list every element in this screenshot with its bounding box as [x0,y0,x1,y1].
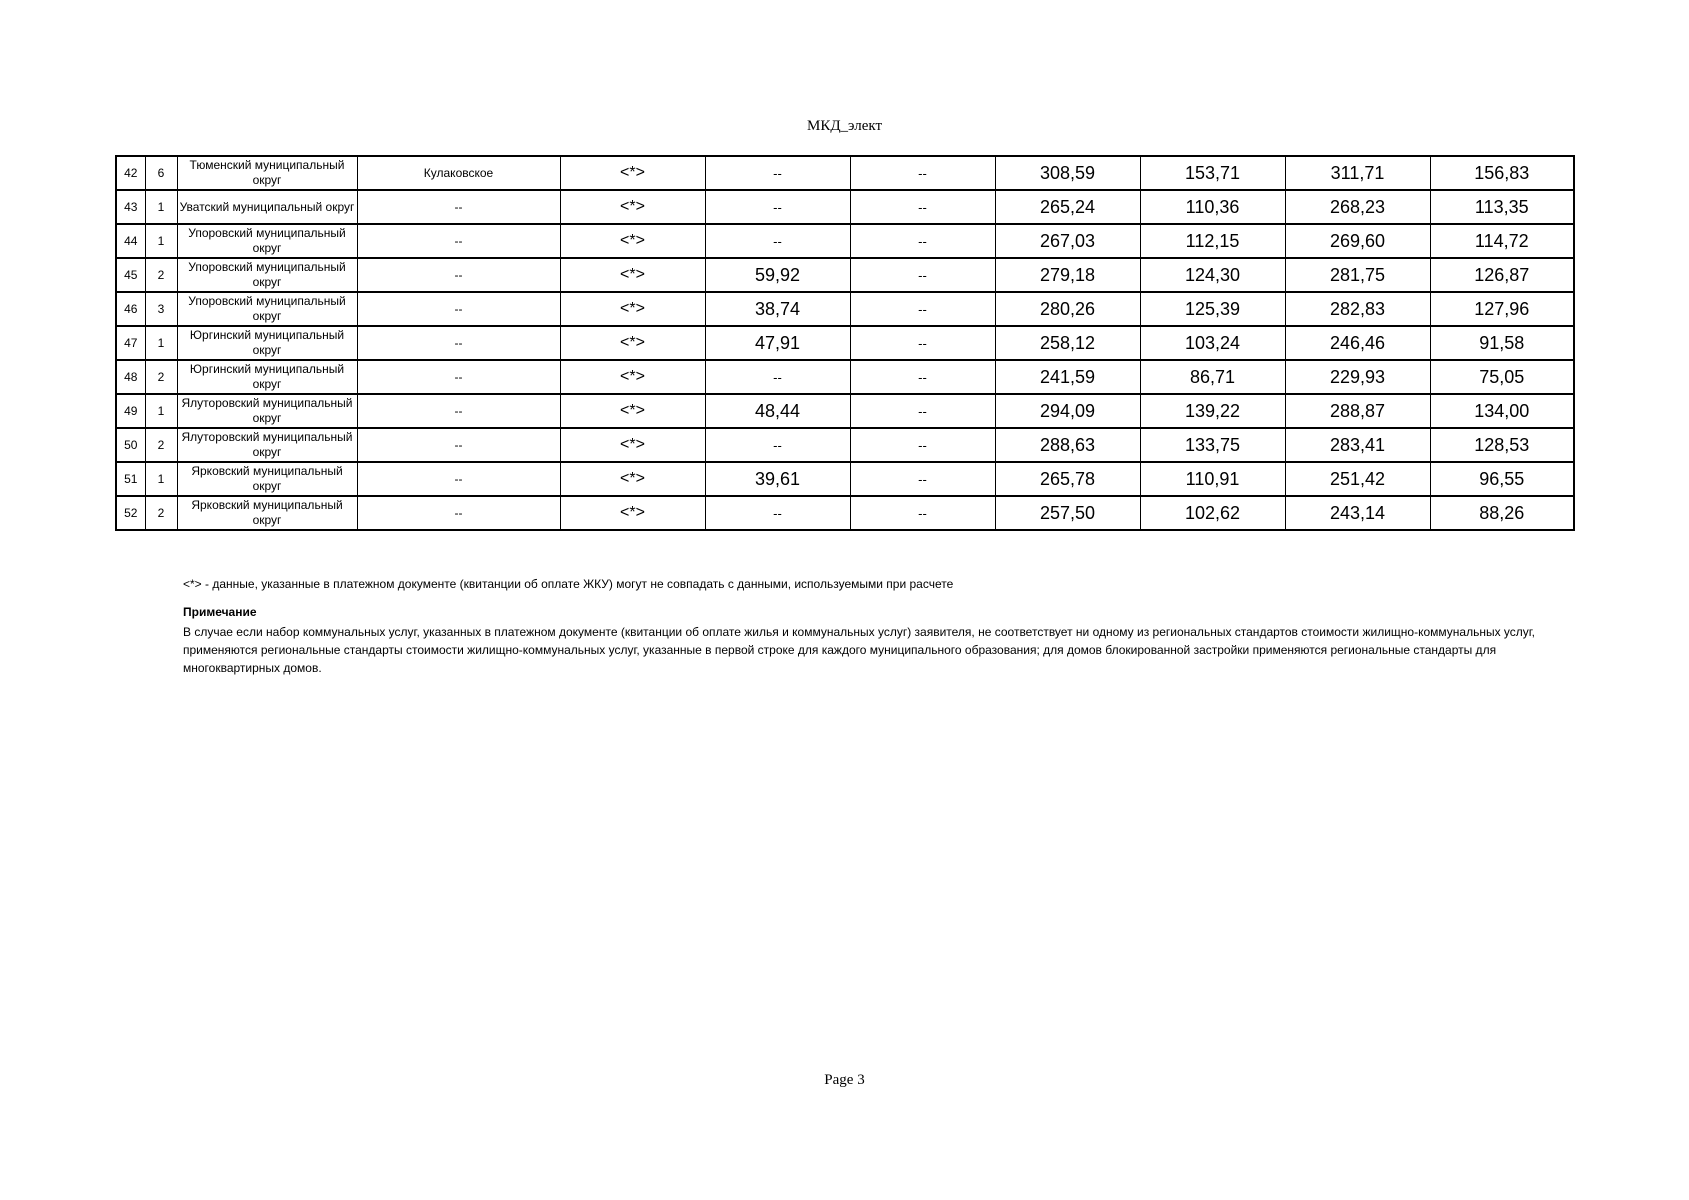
value-cell: 133,75 [1140,428,1285,462]
value-cell: 124,30 [1140,258,1285,292]
row-number: 44 [116,224,145,258]
value-cell: 269,60 [1285,224,1430,258]
value-cell: 126,87 [1430,258,1574,292]
footnote-marker: <*> [560,292,705,326]
locality-name: -- [357,428,560,462]
value-cell: -- [850,292,995,326]
district-name: Упоровский муниципальный округ [177,292,357,326]
value-cell: -- [850,190,995,224]
value-cell: -- [850,394,995,428]
value-cell: 59,92 [705,258,850,292]
value-cell: -- [850,428,995,462]
sub-number: 1 [145,224,177,258]
value-cell: 153,71 [1140,156,1285,190]
value-cell: 241,59 [995,360,1140,394]
row-number: 51 [116,462,145,496]
value-cell: 128,53 [1430,428,1574,462]
value-cell: 246,46 [1285,326,1430,360]
table-row [116,156,1574,190]
row-number: 50 [116,428,145,462]
row-number: 48 [116,360,145,394]
value-cell: 280,26 [995,292,1140,326]
footnote-marker: <*> [560,190,705,224]
value-cell: 48,44 [705,394,850,428]
locality-name: -- [357,496,560,530]
page-number: Page 3 [824,1072,865,1088]
row-number: 47 [116,326,145,360]
table-row [116,428,1574,462]
note-text: В случае если набор коммунальных услуг, указанных в платежном документе (квитанции об оплате жилья и коммунальных услуг) заявителя, не соответствует ни одному из региональных стандартов стоимости жилищно-коммунальных услуг, применяются региональные стандарты стоимости жилищно-коммунальных услуг, указанные в первой строке для каждого муниципального образования; для домов блокированной застройки применяются региональные стандарты для многоквартирных домов. [183,625,1536,675]
locality-name: -- [357,292,560,326]
value-cell: 258,12 [995,326,1140,360]
value-cell: 103,24 [1140,326,1285,360]
value-cell: 282,83 [1285,292,1430,326]
value-cell: 243,14 [1285,496,1430,530]
value-cell: -- [850,326,995,360]
table-row [116,190,1574,224]
value-cell: 257,50 [995,496,1140,530]
sub-number: 3 [145,292,177,326]
locality-name: -- [357,462,560,496]
value-cell: 110,91 [1140,462,1285,496]
value-cell: 308,59 [995,156,1140,190]
value-cell: 283,41 [1285,428,1430,462]
sub-number: 1 [145,326,177,360]
value-cell: 102,62 [1140,496,1285,530]
footnote-marker: <*> [560,462,705,496]
value-cell: -- [705,428,850,462]
value-cell: -- [850,496,995,530]
value-cell: -- [705,224,850,258]
standards-table [115,155,1575,531]
district-name: Юргинский муниципальный округ [177,360,357,394]
sub-number: 2 [145,496,177,530]
value-cell: 281,75 [1285,258,1430,292]
district-name: Тюменский муниципальный округ [177,156,357,190]
table-row [116,326,1574,360]
value-cell: 139,22 [1140,394,1285,428]
locality-name: -- [357,224,560,258]
value-cell: 96,55 [1430,462,1574,496]
locality-name: -- [357,258,560,292]
value-cell: -- [850,462,995,496]
value-cell: 156,83 [1430,156,1574,190]
locality-name: -- [357,190,560,224]
table-row [116,394,1574,428]
footnote-marker: <*> [560,360,705,394]
district-name: Ярковский муниципальный округ [177,496,357,530]
sub-number: 1 [145,190,177,224]
value-cell: 251,42 [1285,462,1430,496]
value-cell: 91,58 [1430,326,1574,360]
value-cell: 75,05 [1430,360,1574,394]
value-cell: -- [850,224,995,258]
row-number: 52 [116,496,145,530]
value-cell: 112,15 [1140,224,1285,258]
value-cell: 229,93 [1285,360,1430,394]
note-heading: Примечание [183,605,257,619]
value-cell: -- [705,156,850,190]
value-cell: 279,18 [995,258,1140,292]
footnote-marker: <*> [560,156,705,190]
sub-number: 6 [145,156,177,190]
table-row [116,258,1574,292]
table-body [116,156,1574,530]
value-cell: 38,74 [705,292,850,326]
locality-name: -- [357,360,560,394]
locality-name: -- [357,326,560,360]
row-number: 46 [116,292,145,326]
district-name: Ярковский муниципальный округ [177,462,357,496]
table-row [116,462,1574,496]
value-cell: 265,78 [995,462,1140,496]
footnote-marker: <*> [560,428,705,462]
value-cell: -- [705,496,850,530]
value-cell: 288,87 [1285,394,1430,428]
district-name: Юргинский муниципальный округ [177,326,357,360]
value-cell: 134,00 [1430,394,1574,428]
footnote: <*> - данные, указанные в платежном документе (квитанции об оплате ЖКУ) могут не совпадать с данными, используемыми при расчете [183,577,954,591]
value-cell: 265,24 [995,190,1140,224]
value-cell: 288,63 [995,428,1140,462]
value-cell: -- [705,190,850,224]
value-cell: 39,61 [705,462,850,496]
value-cell: 113,35 [1430,190,1574,224]
sheet-title: МКД_элект [806,118,883,134]
district-name: Уватский муниципальный округ [177,190,357,224]
footnote-marker: <*> [560,326,705,360]
value-cell: 110,36 [1140,190,1285,224]
row-number: 42 [116,156,145,190]
value-cell: -- [705,360,850,394]
footnote-marker: <*> [560,496,705,530]
value-cell: 267,03 [995,224,1140,258]
value-cell: 86,71 [1140,360,1285,394]
district-name: Ялуторовский муниципальный округ [177,394,357,428]
value-cell: 268,23 [1285,190,1430,224]
value-cell: 47,91 [705,326,850,360]
value-cell: 311,71 [1285,156,1430,190]
sub-number: 1 [145,394,177,428]
footnote-marker: <*> [560,394,705,428]
value-cell: -- [850,258,995,292]
row-number: 45 [116,258,145,292]
footnote-marker: <*> [560,224,705,258]
table-row [116,496,1574,530]
locality-name: -- [357,394,560,428]
table-row [116,360,1574,394]
value-cell: -- [850,156,995,190]
sub-number: 2 [145,428,177,462]
value-cell: 127,96 [1430,292,1574,326]
value-cell: 88,26 [1430,496,1574,530]
sub-number: 2 [145,360,177,394]
district-name: Упоровский муниципальный округ [177,224,357,258]
row-number: 49 [116,394,145,428]
table-row [116,292,1574,326]
sub-number: 1 [145,462,177,496]
footnote-marker: <*> [560,258,705,292]
row-number: 43 [116,190,145,224]
value-cell: 125,39 [1140,292,1285,326]
table-row [116,224,1574,258]
value-cell: -- [850,360,995,394]
district-name: Ялуторовский муниципальный округ [177,428,357,462]
district-name: Упоровский муниципальный округ [177,258,357,292]
locality-name: Кулаковское [357,156,560,190]
value-cell: 114,72 [1430,224,1574,258]
sub-number: 2 [145,258,177,292]
value-cell: 294,09 [995,394,1140,428]
